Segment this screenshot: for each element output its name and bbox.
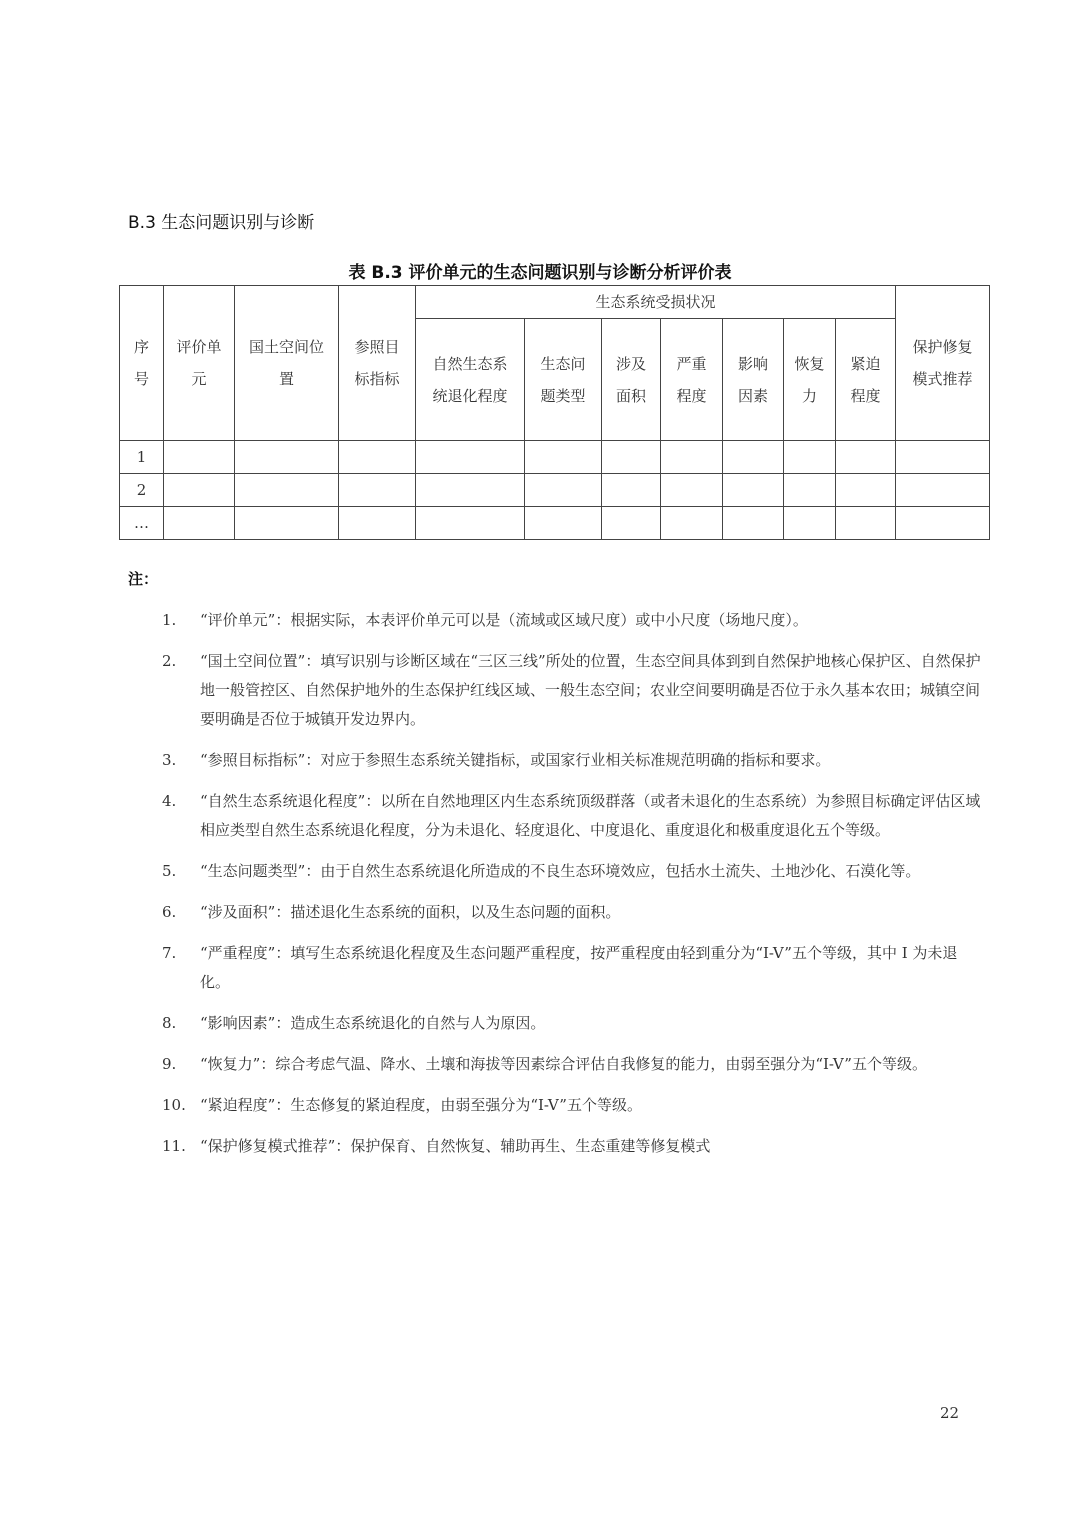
note-text: “严重程度”：填写生态系统退化程度及生态问题严重程度，按严重程度由轻到重分为“I-V”五个等级，其中 I 为未退化。 — [200, 944, 958, 991]
table-cell — [416, 474, 525, 507]
note-number: 10. — [162, 1096, 186, 1114]
row-number: … — [120, 507, 164, 540]
table-cell — [339, 441, 416, 474]
table-cell — [836, 507, 896, 540]
note-number: 8. — [162, 1014, 177, 1032]
header-degradation — [416, 319, 525, 441]
table-cell — [235, 507, 339, 540]
header-factors — [723, 319, 784, 441]
table-cell — [164, 441, 235, 474]
note-item — [162, 857, 982, 886]
note-text: “紧迫程度”：生态修复的紧迫程度，由弱至强分为“I-V”五个等级。 — [200, 1096, 642, 1114]
note-number: 9. — [162, 1055, 177, 1073]
note-item — [162, 1050, 982, 1079]
header-urgency-label: 紧迫程度 — [850, 354, 881, 405]
header-mode-label: 保护修复模式推荐 — [912, 338, 973, 388]
table-cell — [723, 441, 784, 474]
header-damage-group-label: 生态系统受损状况 — [595, 293, 716, 311]
table-row — [120, 507, 990, 540]
assessment-table — [119, 285, 990, 540]
table-row — [120, 474, 990, 507]
table-cell — [896, 507, 990, 540]
note-item — [162, 1132, 982, 1161]
note-number: 5. — [162, 862, 177, 880]
note-number: 6. — [162, 903, 177, 921]
note-item — [162, 647, 982, 734]
row-number: 2 — [120, 474, 164, 507]
note-number: 3. — [162, 751, 177, 769]
note-item — [162, 746, 982, 775]
table-cell — [525, 507, 602, 540]
header-location-label: 国土空间位置 — [248, 338, 324, 388]
table-cell — [661, 441, 723, 474]
header-resilience — [784, 319, 836, 441]
table-cell — [661, 474, 723, 507]
header-urgency — [836, 319, 896, 441]
header-seq-label: 序号 — [133, 338, 149, 388]
note-number: 2. — [162, 652, 177, 670]
header-area-label: 涉及面积 — [615, 354, 646, 405]
header-unit — [164, 286, 235, 441]
note-text: “保护修复模式推荐”：保护保育、自然恢复、辅助再生、生态重建等修复模式 — [200, 1137, 711, 1155]
table-cell — [416, 507, 525, 540]
table-cell — [339, 474, 416, 507]
header-mode — [896, 286, 990, 441]
page-number: 22 — [940, 1404, 960, 1422]
table-row — [120, 441, 990, 474]
header-reference-label: 参照目标指标 — [354, 338, 400, 388]
note-item — [162, 898, 982, 927]
header-location — [235, 286, 339, 441]
note-text: “涉及面积”：描述退化生态系统的面积，以及生态问题的面积。 — [200, 903, 621, 921]
header-seq — [120, 286, 164, 441]
header-degradation-label: 自然生态系统退化程度 — [432, 354, 508, 405]
notes-label: 注： — [128, 570, 159, 588]
note-item — [162, 787, 982, 845]
note-text: “参照目标指标”：对应于参照生态系统关键指标，或国家行业相关标准规范明确的指标和要求。 — [200, 751, 831, 769]
table-cell — [896, 474, 990, 507]
table-cell — [836, 441, 896, 474]
note-text: “恢复力”：综合考虑气温、降水、土壤和海拔等因素综合评估自我修复的能力，由弱至强分为“I-V”五个等级。 — [200, 1055, 927, 1073]
header-area — [602, 319, 661, 441]
table-cell — [235, 441, 339, 474]
table-cell — [602, 507, 661, 540]
table-cell — [723, 507, 784, 540]
table-cell — [602, 474, 661, 507]
table-cell — [723, 474, 784, 507]
header-unit-label: 评价单元 — [176, 338, 222, 388]
header-problem-type — [525, 319, 602, 441]
header-factors-label: 影响因素 — [737, 354, 768, 405]
table-cell — [602, 441, 661, 474]
header-severity-label: 严重程度 — [676, 354, 707, 405]
note-number: 1. — [162, 611, 177, 629]
table-cell — [164, 507, 235, 540]
table-cell — [784, 441, 836, 474]
note-text: “生态问题类型”：由于自然生态系统退化所造成的不良生态环境效应，包括水土流失、土地沙化、石漠化等。 — [200, 862, 921, 880]
table-cell — [525, 474, 602, 507]
table-cell — [235, 474, 339, 507]
note-item — [162, 1091, 982, 1120]
section-title: B.3 生态问题识别与诊断 — [128, 213, 315, 233]
row-number: 1 — [120, 441, 164, 474]
note-number: 4. — [162, 792, 177, 810]
note-item — [162, 606, 982, 635]
note-item — [162, 1009, 982, 1038]
table-caption: 表 B.3 评价单元的生态问题识别与诊断分析评价表 — [348, 263, 732, 283]
header-problem-type-label: 生态问题类型 — [540, 354, 586, 405]
note-text: “国土空间位置”：填写识别与诊断区域在“三区三线”所处的位置，生态空间具体到到自然保护地核心保护区、自然保护地一般管控区、自然保护地外的生态保护红线区域、一般生态空间；农业空间要明确是否位于永久基本农田；城镇空间要明确是否位于城镇开发边界内。 — [200, 652, 981, 728]
header-severity — [661, 319, 723, 441]
table-cell — [339, 507, 416, 540]
header-reference — [339, 286, 416, 441]
note-text: “影响因素”：造成生态系统退化的自然与人为原因。 — [200, 1014, 546, 1032]
table-cell — [661, 507, 723, 540]
table-cell — [164, 474, 235, 507]
table-cell — [836, 474, 896, 507]
table-cell — [525, 441, 602, 474]
table-cell — [784, 474, 836, 507]
header-damage-group — [416, 286, 896, 319]
table-cell — [896, 441, 990, 474]
note-number: 7. — [162, 944, 177, 962]
note-number: 11. — [162, 1137, 186, 1155]
table-cell — [784, 507, 836, 540]
header-resilience-label: 恢复力 — [794, 354, 825, 405]
note-text: “评价单元”：根据实际，本表评价单元可以是（流域或区域尺度）或中小尺度（场地尺度）。 — [200, 611, 808, 629]
note-text: “自然生态系统退化程度”：以所在自然地理区内生态系统顶级群落（或者未退化的生态系统）为参照目标确定评估区域相应类型自然生态系统退化程度，分为未退化、轻度退化、中度退化、重度退化和极重度退化五个等级。 — [200, 792, 981, 839]
note-item — [162, 939, 982, 997]
notes-list — [162, 606, 982, 1161]
table-cell — [416, 441, 525, 474]
